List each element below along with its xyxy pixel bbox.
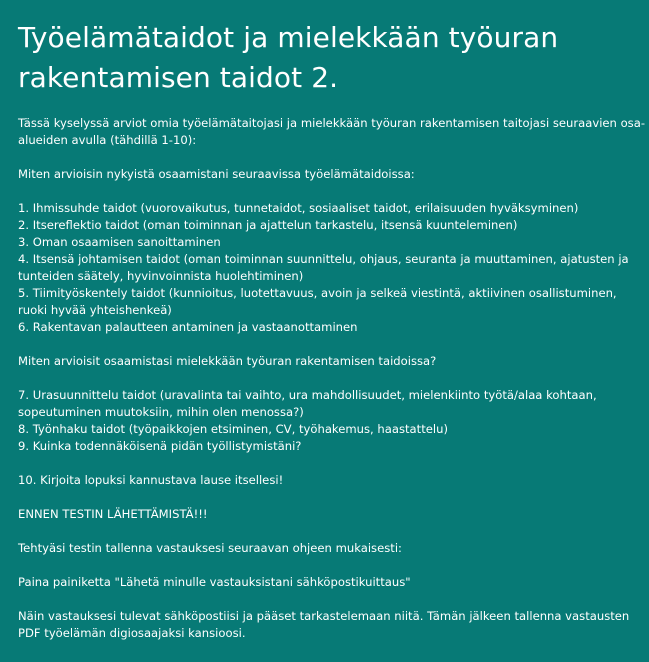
section1-list — [18, 200, 649, 336]
list-item: 6. Rakentavan palautteen antaminen ja vastaanottaminen — [18, 320, 358, 334]
save-instruction-text: Tehtyäsi testin tallenna vastauksesi seuraavan ohjeen mukaisesti: — [18, 541, 402, 555]
list-item: 9. Kuinka todennäköisenä pidän työllistymistäni? — [18, 439, 302, 453]
email-instruction-text: Näin vastauksesi tulevat sähköpostiisi ja pääset tarkastelemaan niitä. Tämän jälkeen tallenna vastausten PDF työelämän digiosaajaksi kansioosi. — [18, 609, 630, 640]
list-item: 1. Ihmissuhde taidot (vuorovaikutus, tunnetaidot, sosiaaliset taidot, erilaisuuden hyväksyminen) — [18, 201, 579, 215]
intro-text: Tässä kyselyssä arviot omia työelämätaitojasi ja mielekkään työuran rakentamisen taitojasi seuraavien osa-alueiden avulla (tähdillä 1-10): — [18, 116, 646, 147]
section2-question: Miten arvioisit osaamistasi mielekkään työuran rakentamisen taidoissa? — [18, 354, 437, 368]
list-item: 7. Urasuunnittelu taidot (uravalinta tai vaihto, ura mahdollisuudet, mielenkiinto työtä/alaa kohtaan, sopeutuminen muutoksiin, mihin olen menossa?) — [18, 388, 597, 419]
list-item: 2. Itsereflektio taidot (oman toiminnan ja ajattelun tarkastelu, itsensä kuunteleminen) — [18, 218, 518, 232]
section1-question: Miten arvioisin nykyistä osaamistani seuraavissa työelämätaidoissa: — [18, 167, 415, 181]
list-item: 8. Työnhaku taidot (työpaikkojen etsiminen, CV, työhakemus, haastattelu) — [18, 422, 448, 436]
warning-text: ENNEN TESTIN LÄHETTÄMISTÄ!!! — [18, 507, 208, 521]
final-task-text: 10. Kirjoita lopuksi kannustava lause itsellesi! — [18, 473, 284, 487]
list-item: 3. Oman osaamisen sanoittaminen — [18, 235, 221, 249]
list-item: 5. Tiimityöskentely taidot (kunnioitus, luotettavuus, avoin ja selkeä viestintä, aktiivinen osallistuminen, ruoki hyvää yhteishenkeä) — [18, 286, 617, 317]
list-item: 4. Itsensä johtamisen taidot (oman toiminnan suunnittelu, ohjaus, seuranta ja muuttaminen, ajatusten ja tunteiden säätely, hyvinvoinnista huolehtiminen) — [18, 252, 629, 283]
form-title: Työelämätaidot ja mielekkään työuran rakentamisen taidot 2. — [18, 21, 559, 94]
section2-list — [18, 387, 649, 455]
form-description — [18, 115, 649, 642]
button-instruction-text: Paina painiketta "Lähetä minulle vastauksistani sähköpostikuittaus" — [18, 575, 411, 589]
